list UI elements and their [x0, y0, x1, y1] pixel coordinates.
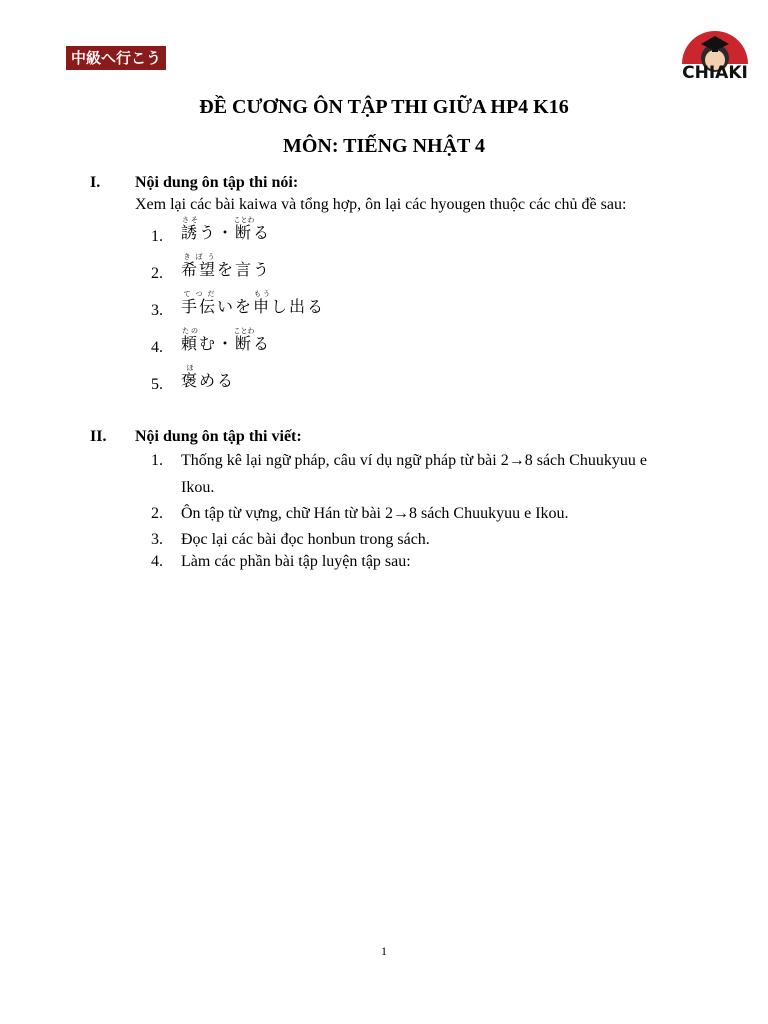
header-tag: 中級へ行こう [66, 46, 166, 70]
list-item-text: Ôn tập từ vựng, chữ Hán từ bài 2→8 sách Chuukyuu e Ikou. [181, 505, 569, 522]
list-item-text: Thống kê lại ngữ pháp, câu ví dụ ngữ pháp từ bài 2→8 sách Chuukyuu e [181, 452, 647, 469]
japanese-topic: 頼たのむ・断ことわる [181, 327, 272, 353]
section-1-number: I. [90, 174, 101, 191]
list-item-number: 1. [151, 228, 163, 245]
list-item-text: Đọc lại các bài đọc honbun trong sách. [181, 531, 430, 548]
japanese-topic: 褒ほめる [181, 364, 236, 390]
list-item-number: 2. [151, 265, 163, 282]
japanese-topic: 誘さそう・断ことわる [181, 216, 272, 242]
section-1-title: Nội dung ôn tập thi nói: [135, 174, 299, 191]
section-2-number: II. [90, 428, 107, 445]
svg-text:CHIAKI: CHIAKI [682, 63, 748, 80]
list-item-number: 1. [151, 452, 163, 469]
section-1-intro: Xem lại các bài kaiwa và tổng hợp, ôn lại các hyougen thuộc các chủ đề sau: [135, 196, 627, 213]
list-item-number: 4. [151, 339, 163, 356]
list-item-number: 3. [151, 531, 163, 548]
title-line-2: MÔN: TIẾNG NHẬT 4 [282, 135, 486, 157]
list-item-text-continued: Ikou. [181, 479, 215, 496]
chiaki-logo [674, 20, 756, 80]
japanese-topic: 希望きぼうを言う [181, 253, 272, 279]
title-line-1: ĐỀ CƯƠNG ÔN TẬP THI GIỮA HP4 K16 [199, 96, 569, 118]
list-item-text: Làm các phần bài tập luyện tập sau: [181, 553, 411, 570]
list-item-number: 5. [151, 376, 163, 393]
page-number: 1 [381, 944, 387, 958]
section-2-title: Nội dung ôn tập thi viết: [135, 428, 302, 445]
japanese-topic: 手伝てつだいを申もうし出る [181, 290, 326, 316]
list-item-number: 2. [151, 505, 163, 522]
list-item-number: 4. [151, 553, 163, 570]
list-item-number: 3. [151, 302, 163, 319]
